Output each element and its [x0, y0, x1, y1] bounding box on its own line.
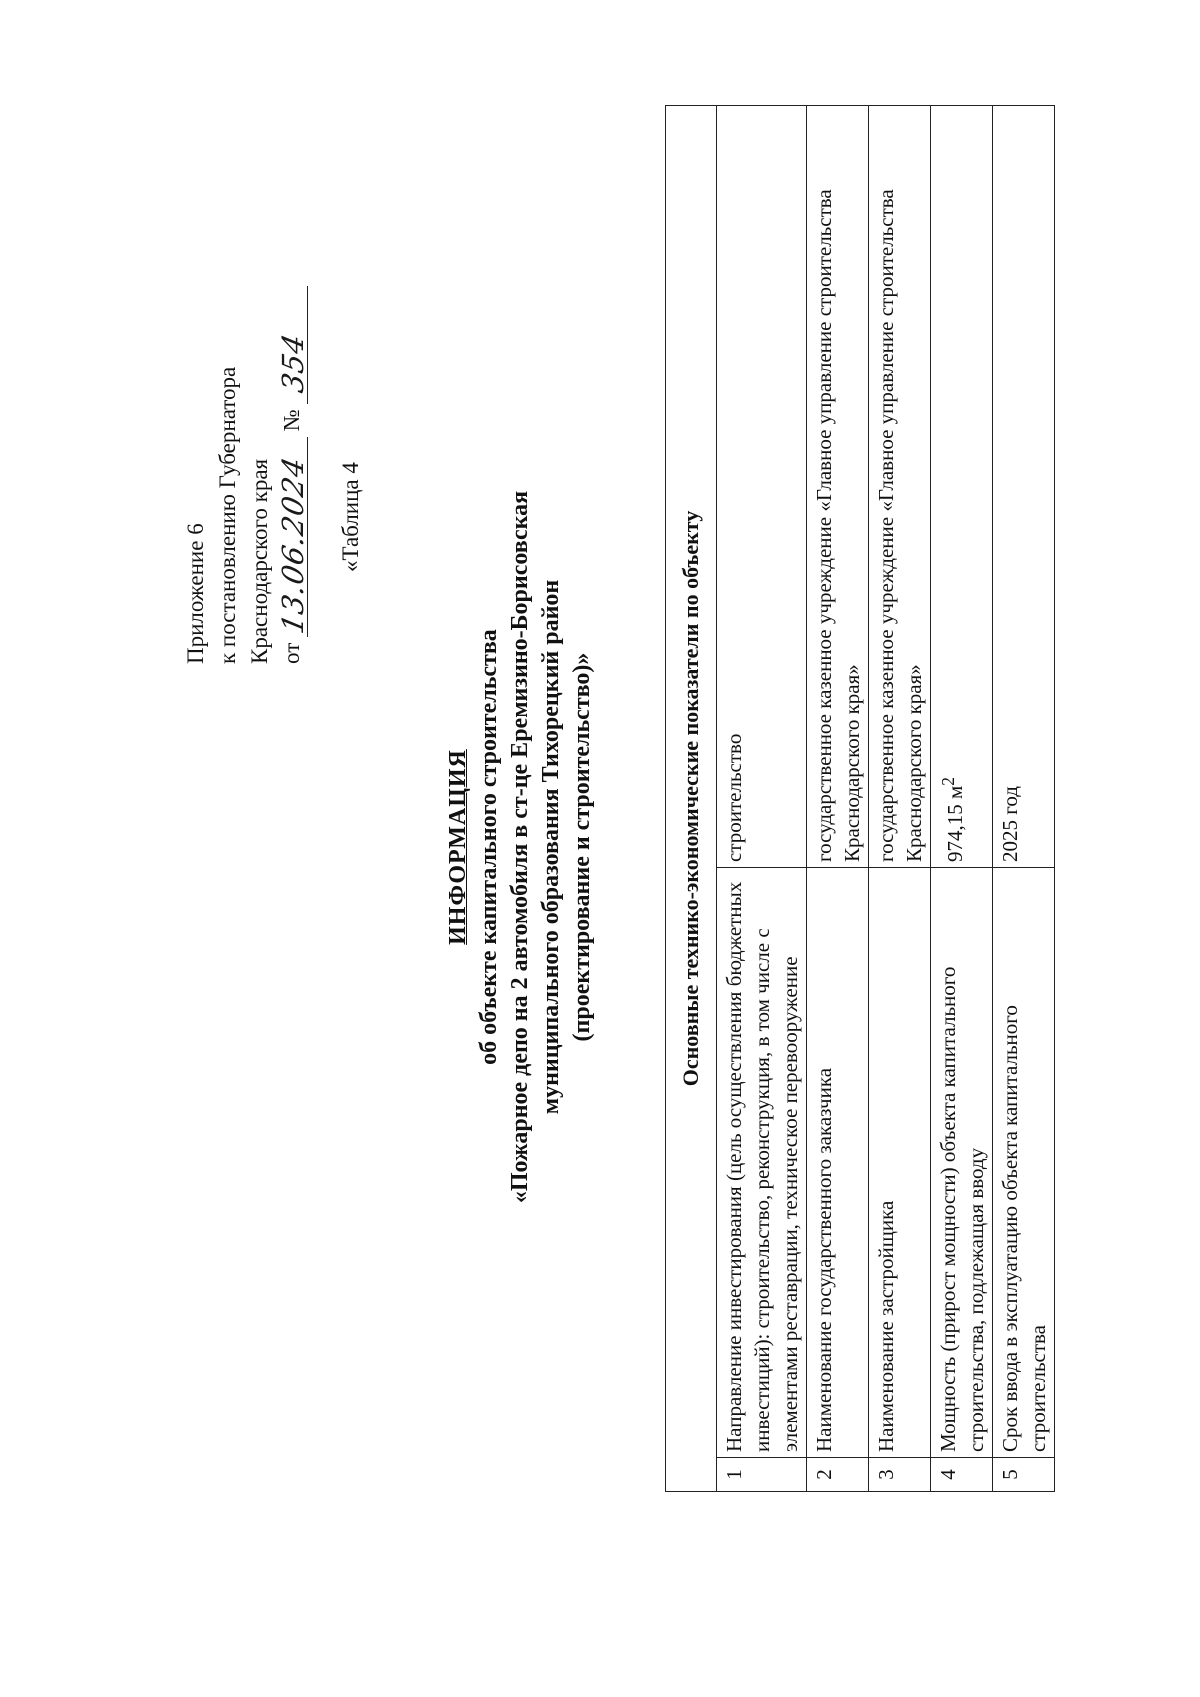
table-header: Основные технико-экономические показатели по объекту — [666, 105, 717, 1491]
date-field — [277, 437, 308, 637]
title-subtitle: об объекте капитального строительства — [476, 629, 502, 1065]
handwritten-number: 354 — [276, 329, 310, 396]
date-prefix: от — [279, 642, 304, 664]
row-value: строительство — [717, 105, 807, 867]
appendix-date-number-line — [276, 194, 308, 664]
row-label: Наименование государственного заказчика — [807, 868, 869, 1458]
row-number: 3 — [869, 1458, 931, 1492]
row-label: Мощность (прирост мощности) объекта капитального строительства, подлежащая вводу — [931, 868, 993, 1458]
document-title — [443, 397, 598, 1297]
title-object-name: «Пожарное депо на 2 автомобиля в ст-це Еремизино-Борисовская — [507, 490, 533, 1204]
row-number: 1 — [717, 1458, 807, 1492]
title-stage: (проектирование и строительство)» — [569, 652, 595, 1042]
table-row — [931, 105, 993, 1491]
number-field — [277, 286, 308, 404]
row-number: 5 — [993, 1458, 1055, 1492]
row-value: 2025 год — [993, 105, 1055, 867]
table-row — [717, 105, 807, 1491]
capacity-value: 974,15 м — [943, 785, 967, 862]
table-row — [869, 105, 931, 1491]
row-value: государственное казенное учреждение «Главное управление строительства Краснодарского края» — [869, 105, 931, 867]
table-caption: «Таблица 4 — [338, 462, 363, 572]
capacity-unit-exponent: 2 — [938, 776, 958, 786]
row-label: Срок ввода в эксплуатацию объекта капитального строительства — [993, 868, 1055, 1458]
table-row — [993, 105, 1055, 1491]
table-row — [807, 105, 869, 1491]
table-header-row — [666, 105, 717, 1491]
title-municipality: муниципального образования Тихорецкий район — [538, 579, 564, 1115]
appendix-number: Приложение 6 — [183, 523, 208, 664]
appendix-block — [180, 194, 308, 664]
title-main: ИНФОРМАЦИЯ — [445, 749, 471, 945]
indicators-table — [665, 105, 1055, 1492]
row-label: Наименование застройщика — [869, 868, 931, 1458]
row-number: 4 — [931, 1458, 993, 1492]
number-prefix: № — [279, 409, 304, 432]
handwritten-date: 13.06.2024 — [276, 453, 310, 637]
row-value: государственное казенное учреждение «Главное управление строительства Краснодарского края» — [807, 105, 869, 867]
row-value — [931, 105, 993, 867]
row-number: 2 — [807, 1458, 869, 1492]
appendix-region: Краснодарского края — [247, 458, 272, 664]
appendix-to-resolution: к постановлению Губернатора — [215, 366, 240, 664]
row-label: Направление инвестирования (цель осуществления бюджетных инвестиций): строительство, реконструкция, в том числе с элементами реставрации, техническое перевооружение — [717, 868, 807, 1458]
